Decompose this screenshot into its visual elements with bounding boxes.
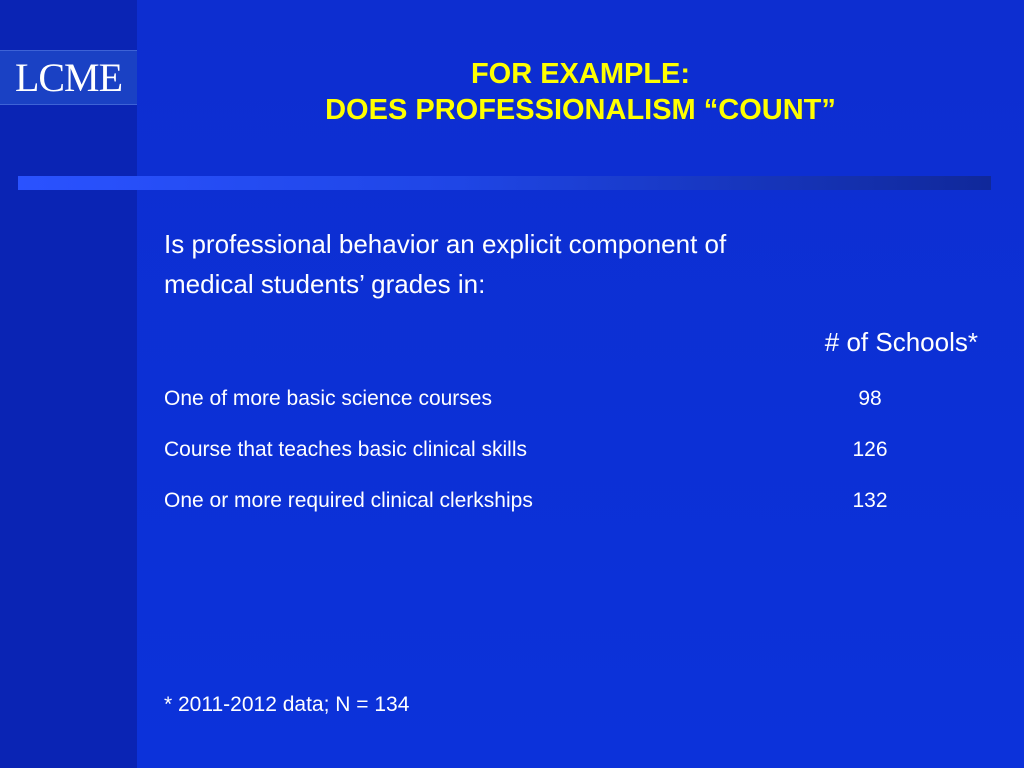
row-value: 126 [852, 438, 888, 461]
row-label: One of more basic science courses [164, 387, 492, 410]
slide-title [137, 56, 1024, 128]
title-line-2: DOES PROFESSIONALISM “COUNT” [325, 94, 836, 126]
row-value: 132 [852, 489, 888, 512]
row-label: Course that teaches basic clinical skills [164, 438, 527, 461]
question-line-1: Is professional behavior an explicit component of [164, 229, 727, 259]
row-label: One or more required clinical clerkships [164, 489, 533, 512]
left-sidebar-band [0, 0, 137, 768]
schools-column-header: # of Schools* [824, 327, 978, 357]
title-line-1: FOR EXAMPLE: [470, 58, 691, 90]
logo-text: LCME [14, 54, 123, 100]
question-text [164, 224, 964, 304]
footnote: * 2011-2012 data; N = 134 [164, 693, 410, 716]
title-divider [18, 176, 991, 190]
lcme-logo [0, 50, 137, 105]
row-value: 98 [858, 387, 882, 410]
question-line-2: medical students’ grades in: [164, 269, 486, 299]
